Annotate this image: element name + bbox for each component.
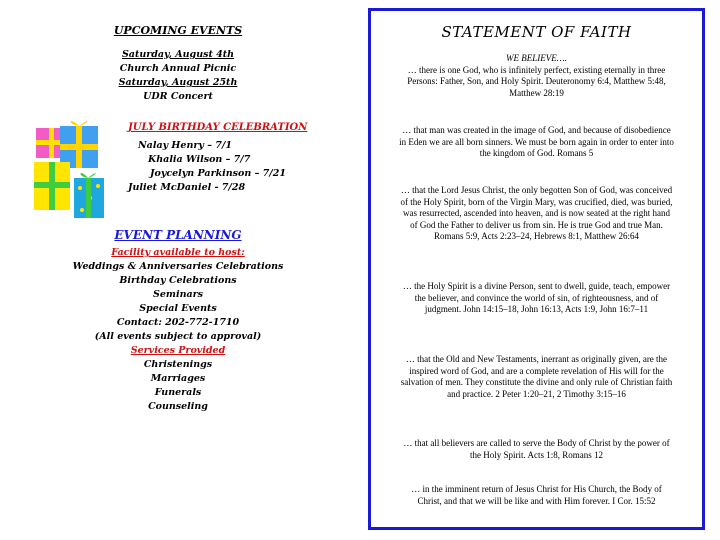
facility-subheading: Facility available to host: <box>111 247 245 258</box>
upcoming-events-heading: UPCOMING EVENTS <box>113 24 243 37</box>
planning-item: Special Events <box>139 303 217 314</box>
service-item: Funerals <box>154 387 202 398</box>
faith-paragraph: … that the Lord Jesus Christ, the only begotten Son of God, was conceived of the Holy Spirit, born of the Virgin Mary, was crucified, died, was buried, was resurrected, ascended into heaven, and is now seated at the right hand of God the Father to deliver us from sin. He is true God and true Man. Romans 5:9, Acts 2:23–24, Hebrews 8:1, Matthew 26:64 <box>400 185 673 241</box>
birthday-name: Joycelyn Parkinson – 7/21 <box>150 168 286 179</box>
birthday-heading: JULY BIRTHDAY CELEBRATION <box>128 122 308 133</box>
birthday-list <box>120 139 290 195</box>
faith-paragraph: … that the Old and New Testaments, inerrant as originally given, are the inspired word of God, and are a complete revelation of His will for the salvation of men. They constitute the divine and only rule of Christian faith and practice. 2 Peter 1:20–21, 2 Timothy 3:15–16 <box>400 354 673 399</box>
services-heading: Services Provided <box>130 345 226 356</box>
faith-paragraph: … that all believers are called to serve the Body of Christ by the power of the Holy Spirit. Acts 1:8, Romans 12 <box>403 438 670 460</box>
faith-paragraph: … in the imminent return of Jesus Christ for His Church, the Body of Christ, and that we will be like and with Him forever. I Cor. 15:52 <box>411 484 662 506</box>
faith-paragraph: … the Holy Spirit is a divine Person, sent to dwell, guide, teach, empower the believer, and convince the world of sin, of righteousness, and of judgment. John 14:15–18, John 16:13, Acts 1:9, John 16:7–11 <box>402 281 671 314</box>
event-date-line: Saturday, August 4th <box>121 49 235 60</box>
faith-paragraph: … that man was created in the image of God, and because of disobedience in Eden we are all born sinners. We must be born again in order to enter into the kingdom of God. Romans 5 <box>399 125 674 158</box>
birthday-name: Nalay Henry – 7/1 <box>138 140 232 151</box>
event-title-line: Church Annual Picnic <box>119 63 237 74</box>
service-item: Christenings <box>143 359 213 370</box>
event-title-line: UDR Concert <box>143 91 213 102</box>
faith-intro: WE BELIEVE…. <box>506 53 567 63</box>
contact-phone: Contact: 202-772-1710 <box>116 317 240 328</box>
event-date-line: Saturday, August 25th <box>118 77 238 88</box>
event-planning-list <box>0 246 356 414</box>
event-planning-heading: EVENT PLANNING <box>114 228 242 242</box>
service-item: Marriages <box>150 373 206 384</box>
planning-item: Seminars <box>153 289 203 300</box>
faith-title: STATEMENT OF FAITH <box>441 23 632 41</box>
gift-boxes-icon <box>30 118 112 228</box>
faith-paragraph <box>399 53 674 99</box>
planning-item: Weddings & Anniversaries Celebrations <box>72 261 284 272</box>
approval-note: (All events subject to approval) <box>94 331 262 342</box>
faith-paragraph-text: … there is one God, who is infinitely perfect, existing eternally in three Persons: Father, Son, and Holy Spirit. Deuteronomy 6:4, Matthew 5:48, Matthew 28:19 <box>407 64 666 98</box>
planning-item: Birthday Celebrations <box>119 275 237 286</box>
birthday-name: Khalia Wilson – 7/7 <box>148 154 251 165</box>
upcoming-events-list <box>0 48 356 104</box>
service-item: Counseling <box>148 401 208 412</box>
birthday-name: Juliet McDaniel - 7/28 <box>128 182 246 193</box>
statement-of-faith-panel <box>368 8 705 530</box>
